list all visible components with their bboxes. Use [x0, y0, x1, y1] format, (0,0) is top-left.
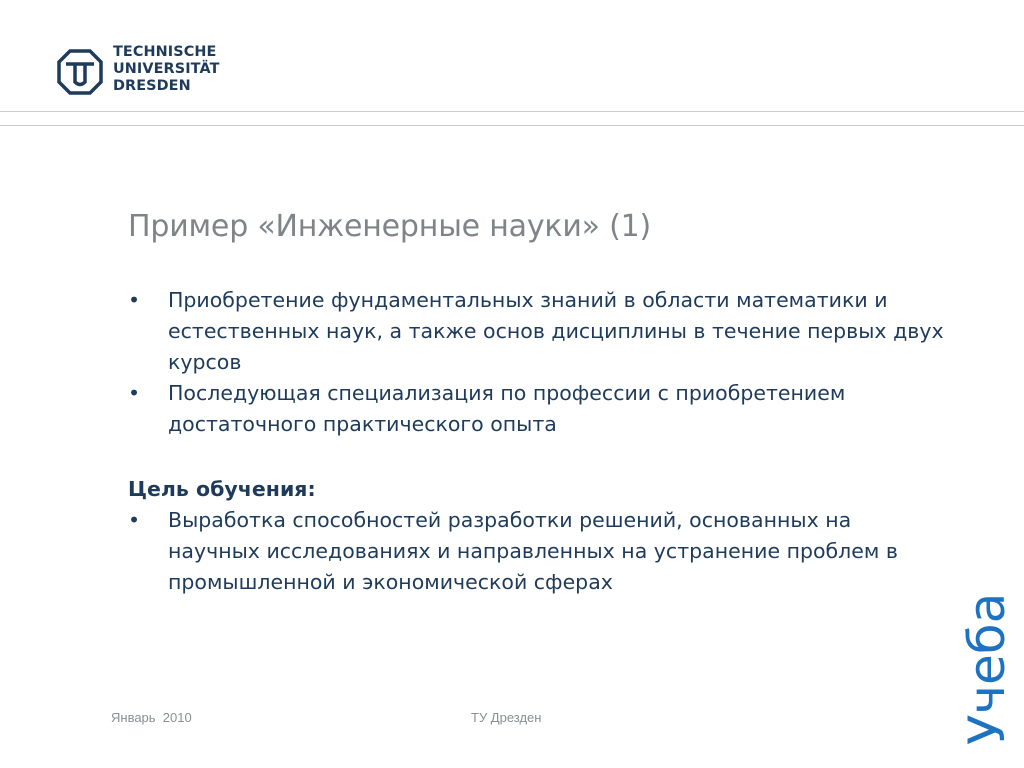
list-item	[128, 505, 948, 598]
footer-date: Январь 2010	[111, 710, 192, 725]
logo-line-3: DRESDEN	[113, 78, 191, 94]
bullet-symbol: •	[128, 288, 141, 312]
list-item	[128, 378, 948, 440]
section-side-label: Учеба	[958, 592, 1016, 745]
list-item	[128, 285, 948, 378]
footer-institution: ТУ Дрезден	[471, 710, 542, 725]
header-divider-bottom	[0, 125, 1024, 126]
header-divider-top	[0, 111, 1024, 112]
logo-line-2: UNIVERSITÄT	[113, 61, 220, 77]
bullet-text: Приобретение фундаментальных знаний в области математики и естественных наук, а также основ дисциплины в течение первых двух курсов	[168, 288, 944, 374]
bullet-symbol: •	[128, 381, 141, 405]
slide-body	[128, 285, 948, 598]
bullet-list	[128, 285, 948, 440]
bullet-text: Выработка способностей разработки решений, основанных на научных исследованиях и направленных на устранение проблем в промышленной и экономической сферах	[168, 508, 898, 594]
bullet-text: Последующая специализация по профессии с приобретением достаточного практического опыта	[168, 381, 846, 436]
slide-title: Пример «Инженерные науки» (1)	[128, 209, 652, 244]
tu-dresden-emblem-icon	[57, 49, 103, 95]
logo-line-1: TECHNISCHE	[113, 44, 217, 60]
tu-dresden-logo	[57, 44, 227, 100]
bullet-symbol: •	[128, 508, 141, 532]
goal-heading: Цель обучения:	[128, 477, 316, 501]
goal-bullet-list	[128, 505, 948, 598]
logo-text	[113, 44, 233, 95]
